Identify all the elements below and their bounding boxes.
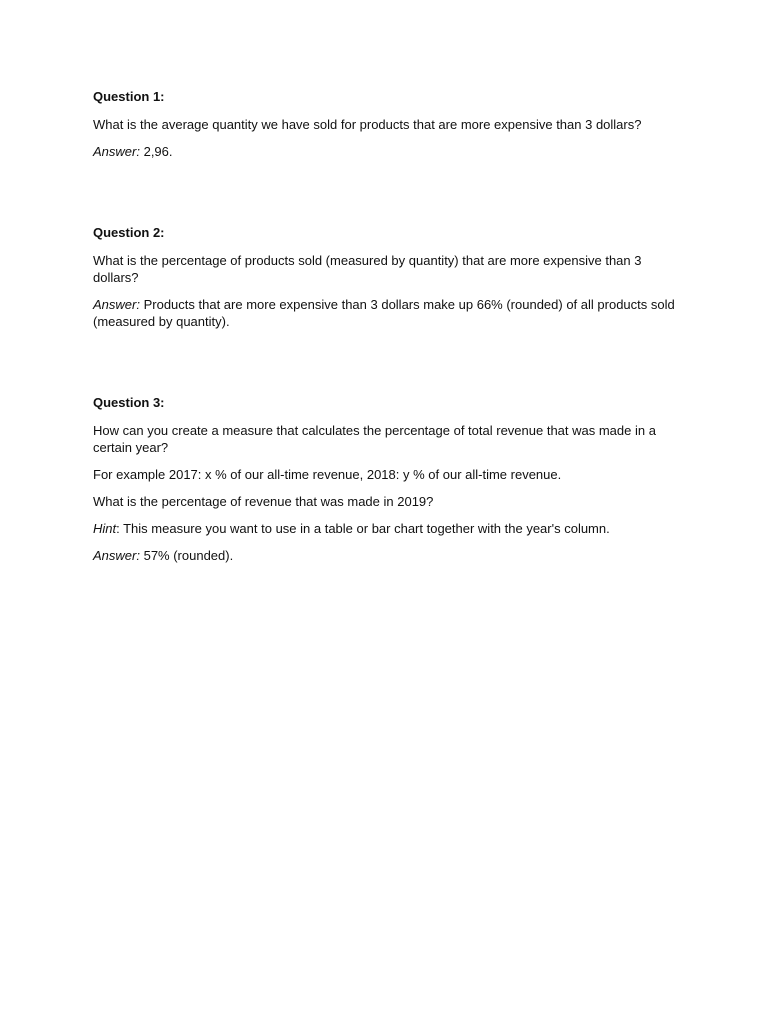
- question-1-answer-label: Answer:: [93, 144, 140, 159]
- question-3-section: [93, 394, 683, 564]
- document-content: [93, 88, 683, 564]
- question-3-answer: [93, 547, 683, 564]
- question-2-title: Question 2:: [93, 225, 165, 240]
- question-3-followup: What is the percentage of revenue that was made in 2019?: [93, 494, 434, 509]
- question-2-answer: [93, 296, 683, 330]
- question-1-answer: [93, 143, 683, 160]
- question-1-answer-text: 2,96.: [143, 144, 173, 159]
- question-3-title: Question 3:: [93, 395, 165, 410]
- question-2-answer-label: Answer:: [93, 297, 140, 312]
- question-3-hint-label: Hint: [93, 521, 117, 536]
- question-3-hint: [93, 520, 683, 537]
- question-3-example: For example 2017: x % of our all-time revenue, 2018: y % of our all-time revenue.: [93, 467, 562, 482]
- question-2-section: [93, 224, 683, 330]
- question-1-title: Question 1:: [93, 89, 165, 104]
- question-2-text: What is the percentage of products sold (measured by quantity) that are more expensive than 3 dollars?: [93, 253, 642, 285]
- question-3-hint-text: : This measure you want to use in a table or bar chart together with the year's column.: [116, 521, 610, 536]
- question-1-section: [93, 88, 683, 160]
- question-3-text: How can you create a measure that calculates the percentage of total revenue that was made in a certain year?: [93, 423, 656, 455]
- question-1-text: What is the average quantity we have sold for products that are more expensive than 3 dollars?: [93, 117, 642, 132]
- question-3-answer-label: Answer:: [93, 548, 140, 563]
- question-2-answer-text: Products that are more expensive than 3 dollars make up 66% (rounded) of all products sold (measured by quantity).: [93, 297, 675, 329]
- question-3-answer-text: 57% (rounded).: [143, 548, 234, 563]
